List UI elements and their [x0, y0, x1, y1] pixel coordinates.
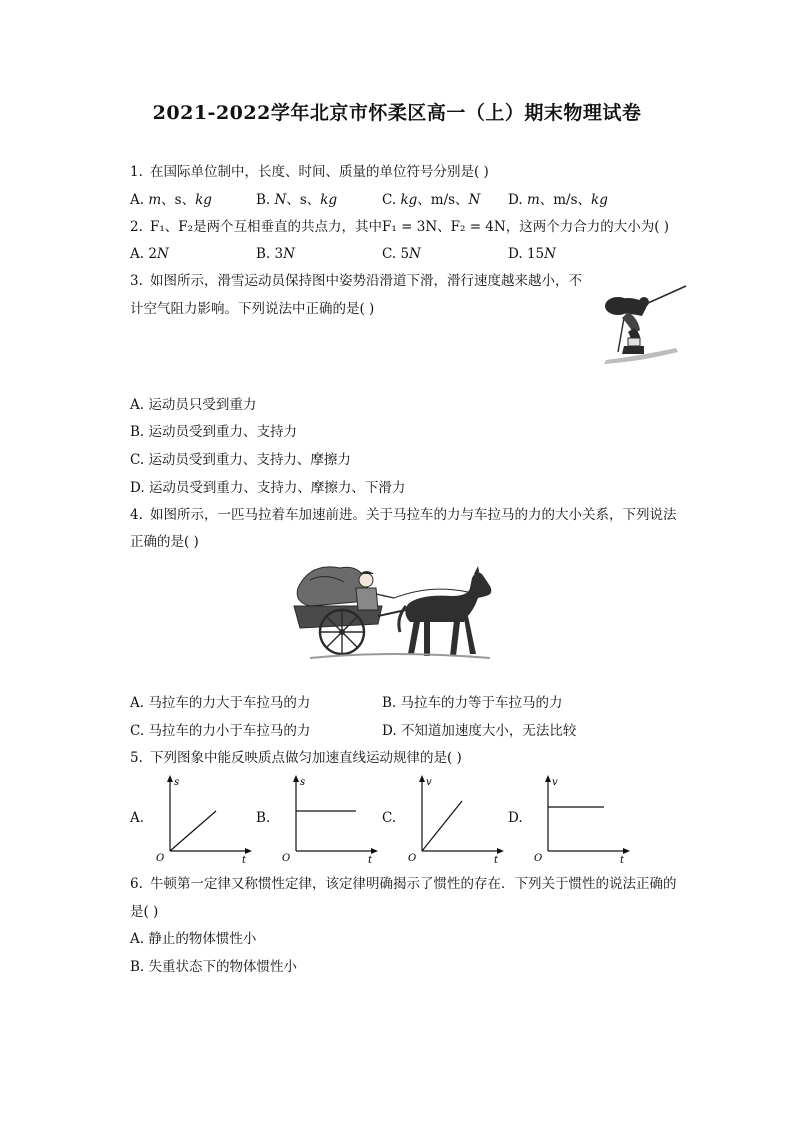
question-3-option-d: D. 运动员受到重力、支持力、摩擦力、下滑力 — [130, 480, 406, 496]
graph-a-x-label: t — [242, 855, 247, 865]
graph-c-origin: O — [408, 853, 417, 864]
question-4-option-c: C. 马拉车的力小于车拉马的力 — [130, 723, 311, 739]
question-1-option-a: A. m、s、kg — [130, 192, 212, 208]
question-6-stem-line2: 是( ) — [130, 904, 159, 920]
graph-b-y-label: s — [300, 777, 306, 788]
question-6-option-a: A. 静止的物体惯性小 — [130, 931, 257, 947]
graph-d-letter: D. — [508, 810, 523, 826]
question-3-option-c: C. 运动员受到重力、支持力、摩擦力 — [130, 452, 351, 468]
graph-a-letter: A. — [130, 810, 145, 826]
graph-c — [402, 773, 508, 865]
graph-d — [528, 773, 634, 865]
question-1-option-b: B. N、s、kg — [256, 192, 338, 208]
question-3-option-a: A. 运动员只受到重力 — [130, 397, 257, 413]
question-2-option-d: D. 15N — [508, 246, 556, 262]
question-2-option-b: B. 3N — [256, 246, 295, 262]
question-6-option-b: B. 失重状态下的物体惯性小 — [130, 959, 298, 975]
question-1-stem: 1. 在国际单位制中，长度、时间、质量的单位符号分别是( ) — [130, 164, 489, 180]
graph-a-origin: O — [156, 853, 165, 864]
graph-b-x-label: t — [368, 855, 373, 865]
question-4-option-a: A. 马拉车的力大于车拉马的力 — [130, 695, 311, 711]
graph-b — [276, 773, 382, 865]
graph-b-origin: O — [282, 853, 291, 864]
graph-c-x-label: t — [494, 855, 499, 865]
horse-cart-figure — [290, 558, 502, 666]
graph-b-letter: B. — [256, 810, 271, 826]
skier-figure — [598, 282, 690, 366]
question-1-option-c: C. kg、m/s、N — [382, 192, 481, 208]
question-3-stem-line2: 计空气阻力影响。下列说法中正确的是( ) — [130, 301, 375, 317]
graph-d-origin: O — [534, 853, 543, 864]
graph-c-letter: C. — [382, 810, 397, 826]
question-2-option-a: A. 2N — [130, 246, 169, 262]
question-4-stem-line2: 正确的是( ) — [130, 534, 199, 550]
question-1-option-d: D. m、m/s、kg — [508, 192, 608, 208]
question-3-stem-line1: 3. 如图所示，滑雪运动员保持图中姿势沿滑道下滑，滑行速度越来越小，不 — [130, 273, 582, 289]
question-4-stem-line1: 4. 如图所示，一匹马拉着车加速前进。关于马拉车的力与车拉马的力的大小关系，下列说法 — [130, 507, 677, 523]
graph-a-y-label: s — [174, 777, 180, 788]
question-5-stem: 5. 下列图象中能反映质点做匀加速直线运动规律的是( ) — [130, 750, 462, 766]
question-6-stem-line1: 6. 牛顿第一定律又称惯性定律，该定律明确揭示了惯性的存在．下列关于惯性的说法正确的 — [130, 876, 677, 892]
graph-a — [150, 773, 256, 865]
graph-c-y-label: v — [426, 777, 432, 788]
page-title: 2021-2022学年北京市怀柔区高一（上）期末物理试卷 — [152, 102, 642, 124]
question-4-option-d: D. 不知道加速度大小，无法比较 — [382, 723, 577, 739]
question-2-stem: 2. F₁、F₂是两个互相垂直的共点力，其中F₁ = 3N、F₂ = 4N，这两个力合力的大小为( ) — [130, 219, 670, 235]
graph-d-y-label: v — [552, 777, 558, 788]
question-4-option-b: B. 马拉车的力等于车拉马的力 — [382, 695, 563, 711]
graph-d-x-label: t — [620, 855, 625, 865]
question-2-option-c: C. 5N — [382, 246, 421, 262]
question-3-option-b: B. 运动员受到重力、支持力 — [130, 424, 298, 440]
